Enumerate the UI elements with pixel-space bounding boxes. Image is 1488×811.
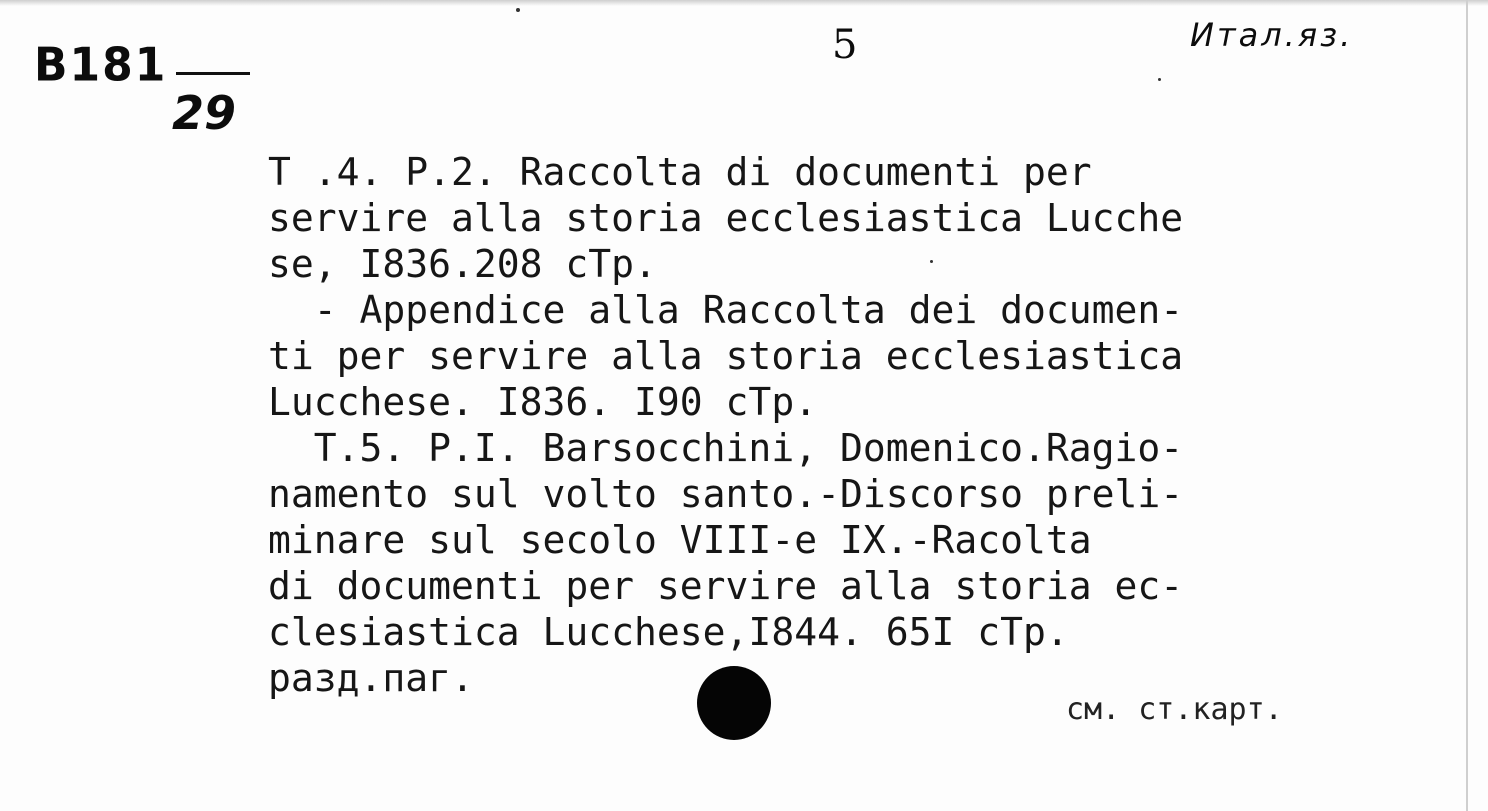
entry-line: разд.паг. xyxy=(268,656,474,700)
shelf-mark: B181 xyxy=(34,38,168,93)
entry-line: Lucchese. I836. I90 cTp. xyxy=(268,380,818,424)
card-top-edge xyxy=(0,0,1488,6)
punch-hole xyxy=(697,666,771,740)
shelf-mark-divider xyxy=(176,72,250,75)
shelf-mark-sub: 29 xyxy=(172,86,237,140)
entry-line: namento sul volto santo.-Discorso preli- xyxy=(268,472,1184,516)
language-note: Итал.яз. xyxy=(1190,16,1354,54)
ink-speck xyxy=(1158,78,1161,81)
entry-line: ti per servire alla storia ecclesiastica xyxy=(268,334,1184,378)
entry-line: se, I836.208 cTp. xyxy=(268,242,657,286)
ink-speck xyxy=(930,260,933,263)
entry-line: servire alla storia ecclesiastica Lucche xyxy=(268,196,1184,240)
entry-line: di documenti per servire alla storia ec- xyxy=(268,564,1184,608)
page-number: 5 xyxy=(832,22,858,68)
entry-line: clesiastica Lucchese,I844. 65I cTp. xyxy=(268,610,1069,654)
entry-line: minare sul secolo VIII-e IX.-Racolta xyxy=(268,518,1092,562)
cross-reference: см. ст.карт. xyxy=(1066,692,1283,727)
entry-line: T .4. P.2. Raccolta di documenti per xyxy=(268,150,1092,194)
entry-line: - Appendice alla Raccolta dei documen- xyxy=(268,288,1184,332)
card-fold-line xyxy=(1466,0,1468,811)
entry-line: T.5. P.I. Barsocchini, Domenico.Ragio- xyxy=(268,426,1184,470)
ink-speck xyxy=(516,8,520,12)
